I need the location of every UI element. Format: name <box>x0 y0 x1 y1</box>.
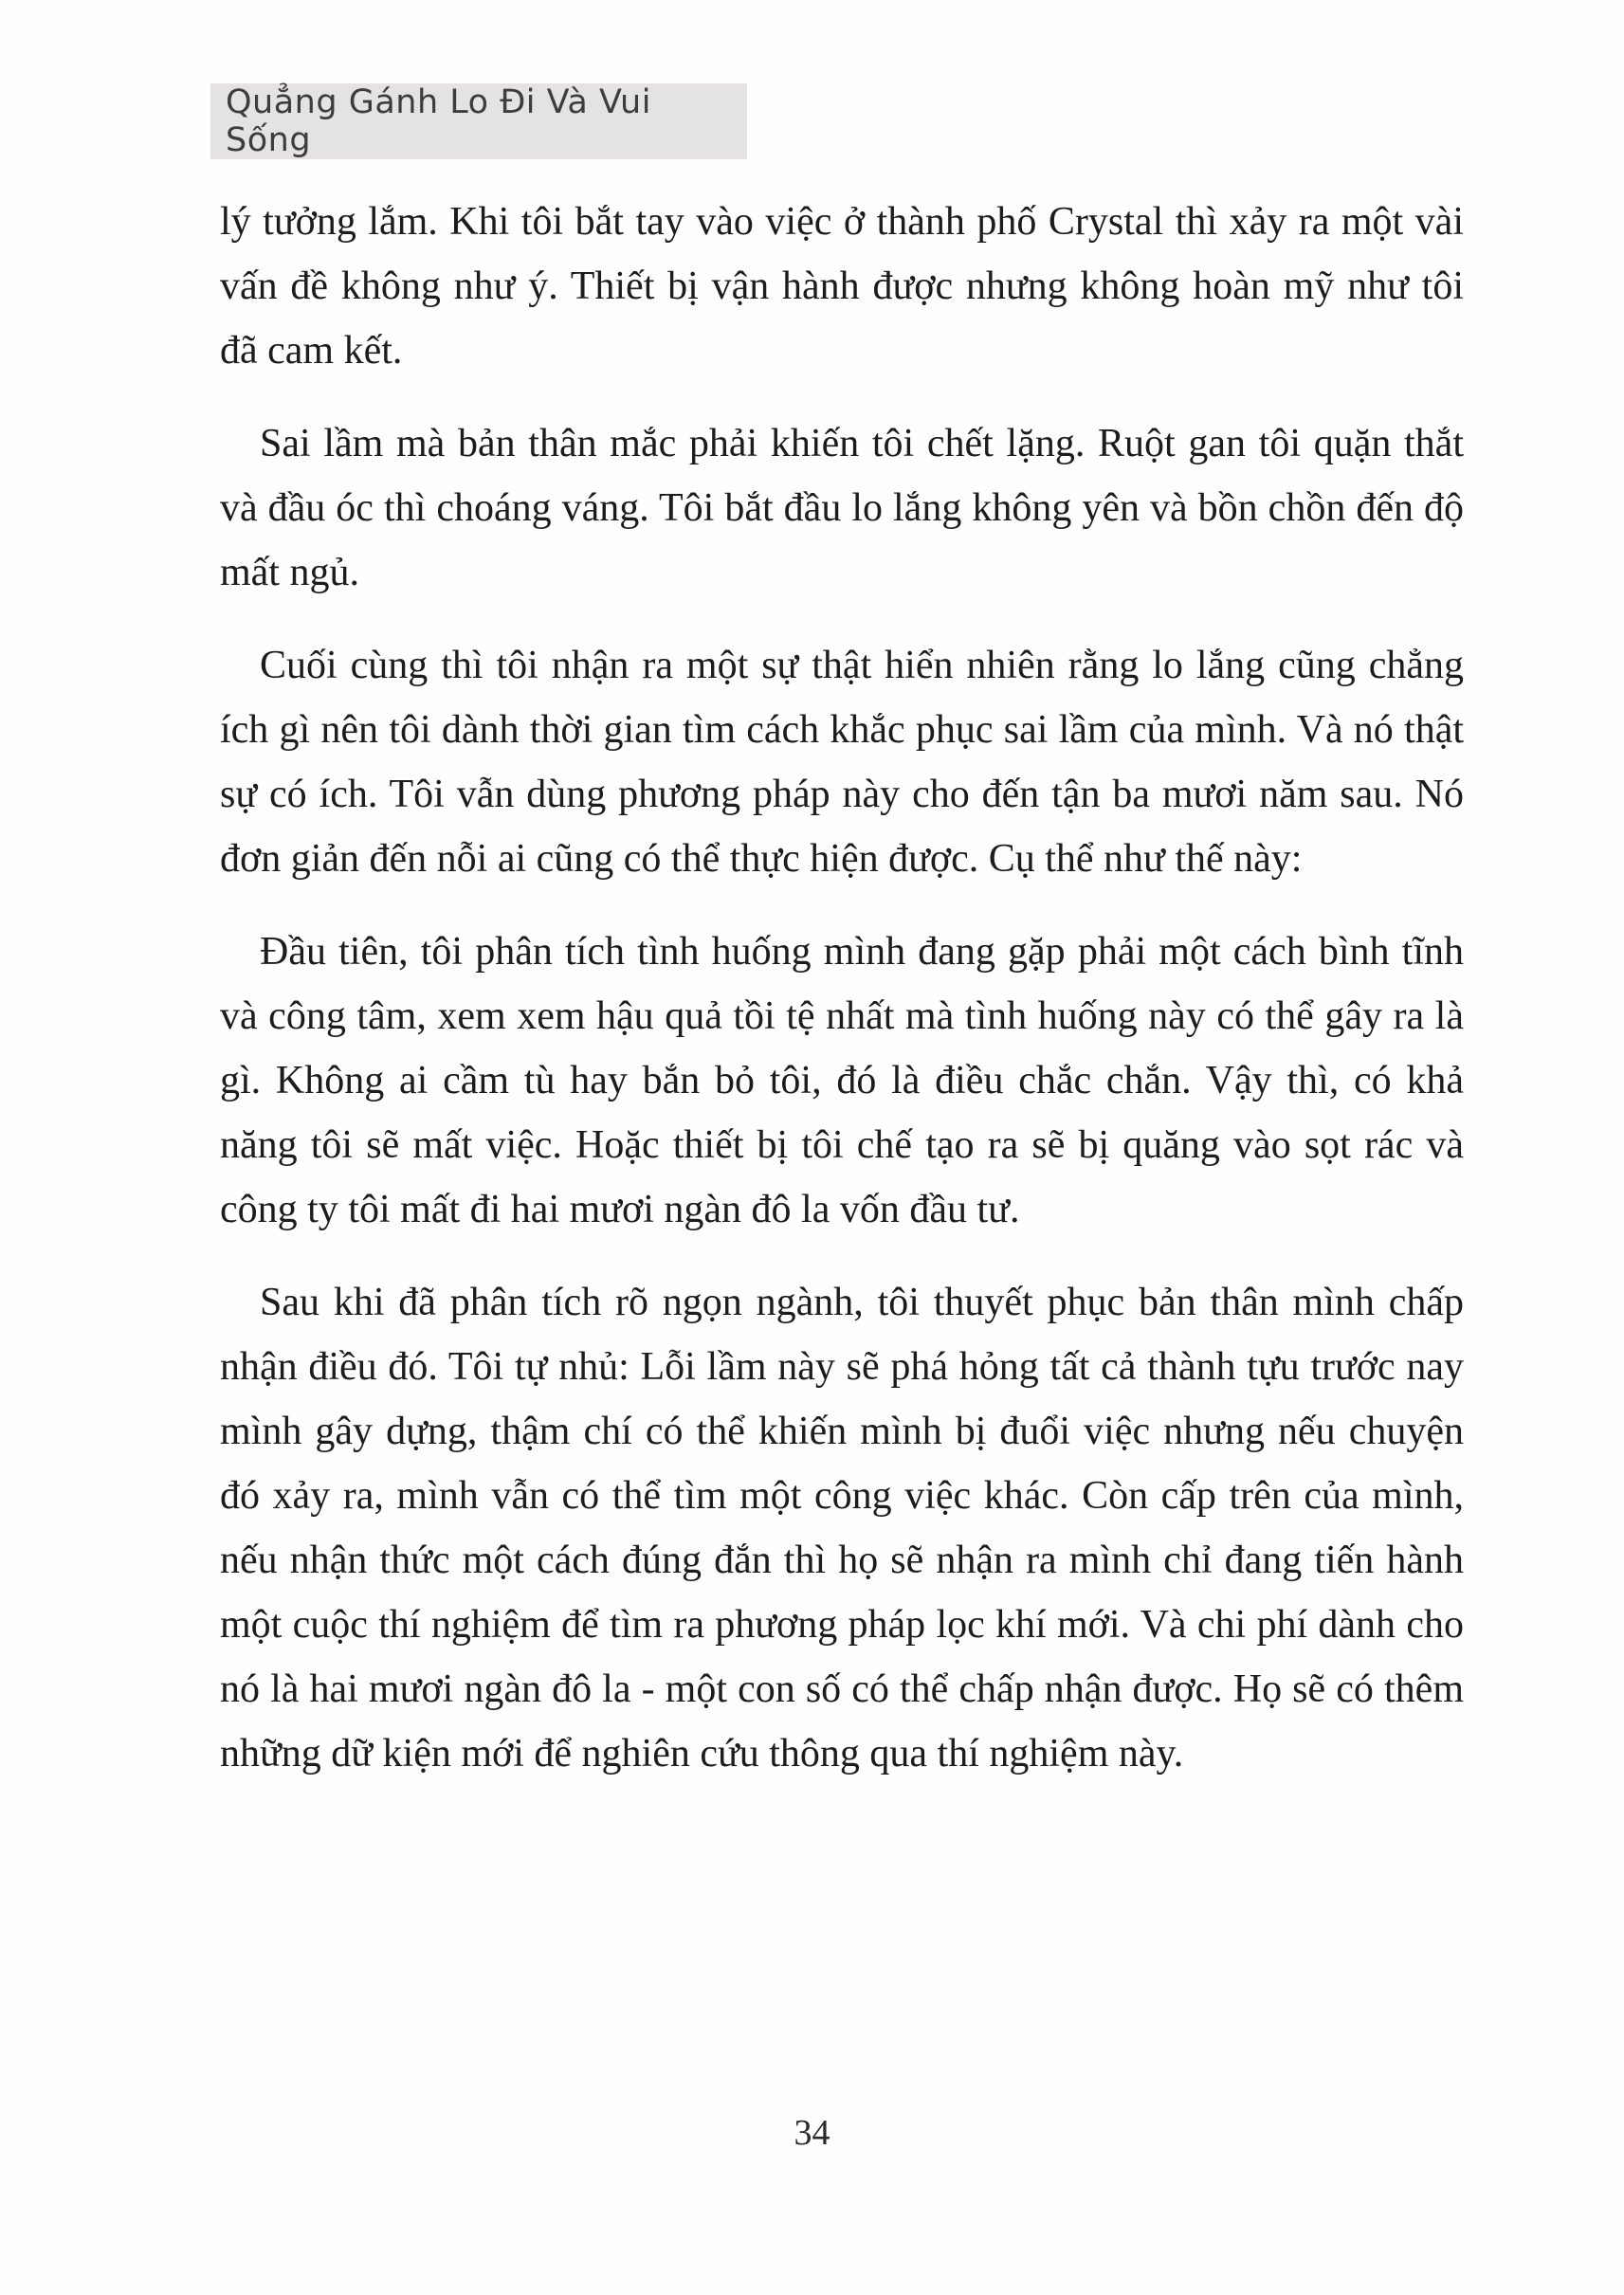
body-text <box>220 190 1464 1814</box>
running-header <box>210 83 747 159</box>
body-paragraph: lý tưởng lắm. Khi tôi bắt tay vào việc ở thành phố Crystal thì xảy ra một vài vấn đề không như ý. Thiết bị vận hành được nhưng không hoàn mỹ như tôi đã cam kết. <box>220 200 1464 373</box>
page-number: 34 <box>794 2113 830 2153</box>
body-paragraph: Đầu tiên, tôi phân tích tình huống mình đang gặp phải một cách bình tĩnh và công tâm, xem xem hậu quả tồi tệ nhất mà tình huống này có thể gây ra là gì. Không ai cầm tù hay bắn bỏ tôi, đó là điều chắc chắn. Vậy thì, có khả năng tôi sẽ mất việc. Hoặc thiết bị tôi chế tạo ra sẽ bị quăng vào sọt rác và công ty tôi mất đi hai mươi ngàn đô la vốn đầu tư. <box>220 930 1464 1231</box>
body-paragraph: Cuối cùng thì tôi nhận ra một sự thật hiển nhiên rằng lo lắng cũng chẳng ích gì nên tôi dành thời gian tìm cách khắc phục sai lầm của mình. Và nó thật sự có ích. Tôi vẫn dùng phương pháp này cho đến tận ba mươi năm sau. Nó đơn giản đến nỗi ai cũng có thể thực hiện được. Cụ thể như thế này: <box>220 644 1464 881</box>
running-header-title: Quẳng Gánh Lo Đi Và Vui Sống <box>226 83 651 159</box>
body-paragraph: Sau khi đã phân tích rõ ngọn ngành, tôi thuyết phục bản thân mình chấp nhận điều đó. Tôi tự nhủ: Lỗi lầm này sẽ phá hỏng tất cả thành tựu trước nay mình gây dựng, thậm chí có thể khiến mình bị đuổi việc nhưng nếu chuyện đó xảy ra, mình vẫn có thể tìm một công việc khác. Còn cấp trên của mình, nếu nhận thức một cách đúng đắn thì họ sẽ nhận ra mình chỉ đang tiến hành một cuộc thí nghiệm để tìm ra phương pháp lọc khí mới. Và chi phí dành cho nó là hai mươi ngàn đô la - một con số có thể chấp nhận được. Họ sẽ có thêm những dữ kiện mới để nghiên cứu thông qua thí nghiệm này. <box>220 1281 1464 1776</box>
body-paragraph: Sai lầm mà bản thân mắc phải khiến tôi chết lặng. Ruột gan tôi quặn thắt và đầu óc thì choáng váng. Tôi bắt đầu lo lắng không yên và bồn chồn đến độ mất ngủ. <box>220 422 1464 594</box>
